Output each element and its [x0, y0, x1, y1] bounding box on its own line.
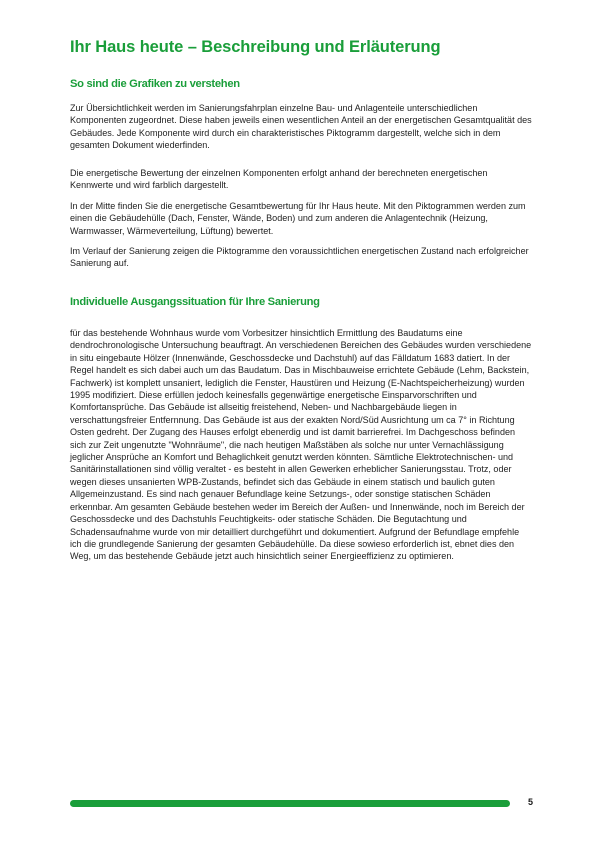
paragraph-overall-rating: In der Mitte finden Sie die energetische Gesamtbewertung für Ihr Haus heute. Mit den Piktogrammen werden zum einen die Gebäudehülle (Dach, Fenster, Wände, Boden) und zum anderen die Anlagentechnik (Heizung, Warmwasser, Wärmeverteilung, Lüftung) bewertet. [70, 201, 526, 236]
section-heading-graphics: So sind die Grafiken zu verstehen [70, 78, 240, 90]
section-heading-initial-situation: Individuelle Ausgangssituation für Ihre Sanierung [70, 296, 320, 308]
paragraph-rating: Die energetische Bewertung der einzelnen Komponenten erfolgt anhand der berechneten energetischen Kennwerte und wird farblich dargestellt. [70, 168, 488, 191]
paragraph-overview: Zur Übersichtlichkeit werden im Sanierungsfahrplan einzelne Bau- und Anlagenteile unterschiedlichen Komponenten zugeordnet. Diese haben jeweils einen wesentlichen Anteil an der energetischen Gesamtqualität des Gebäudes. Jede Komponente wird durch ein charakteristisches Piktogramm dargestellt, welche sich in dem gesamten Dokument wiederfinden. [70, 103, 532, 151]
page-number: 5 [528, 797, 534, 807]
footer-bar [70, 800, 510, 807]
paragraph-renovation-progress: Im Verlauf der Sanierung zeigen die Piktogramme den voraussichtlichen energetischen Zustand nach erfolgreicher Sanierung auf. [70, 246, 529, 269]
paragraph-initial-situation: für das bestehende Wohnhaus wurde vom Vorbesitzer hinsichtlich Ermittlung des Baudatums eine dendrochronologische Untersuchung beauftragt. An verschiedenen Bereichen des Gebäudes wurden verschiedene in situ eingebaute Hölzer (Innenwände, Geschossdecke und Dachstuhl) auf das Fälldatum 1683 datiert. In der Regel handelt es sich dabei auch um das Baudatum. Das in Mischbauweise errichtete Gebäude (Lehm, Backstein, Fachwerk) ist komplett unsaniert, lediglich die Fenster, Haustüren und Heizung (E-Nachtspeicherheizung) wurden 1995 modifiziert. Diese erfüllen jedoch keinesfalls gegenwärtige energetische Einsparvorschriften und Komfortansprüche. Das Gebäude ist allseitig freistehend, Neben- und Nachbargebäude liegen in verschattungsfreier Entfernnung. Das Gebäude ist aus der exakten Nord/Süd Ausrichtung um ca 7° in Richtung Osten gedreht. Der Zugang des Hauses erfolgt ebenerdig und ist damit barrierefrei. Im Dachgeschoss befinden sich zur Zeit ungenutzte "Wohnräume", die nach heutigen Maßstäben als solche nur unter Vernachlässigung jeglicher Ansprüche an Komfort und Behaglichkeit genutzt werden könnten. Sämtliche Elektrotechnischen- und Sanitärinstallationen sind völlig veraltet - es besteht in allen Gewerken erheblicher Sanierungsstau. Trotz, oder wegen dieses unsanierten WPB-Zustands, befindet sich das Gebäude in einem statisch und baulich guten Allgemeinzustand. Es sind nach genauer Befundlage keine Setzungs-, oder sonstige statischen Schäden erkennbar. Am gesamten Gebäude bestehen weder im Bereich der Außen- und Innenwände, noch im Bereich der Geschossdecke und des Dachstuhls Feuchtigkeits- oder statische Schäden. Die Begutachtung und Schadensaufnahme wurde von mir detailliert durchgeführt und dokumentiert. Aufgrund der Befundlage empfehle ich die grundlegende Sanierung der gesamten Gebäudehülle. Da diese sowieso erforderlich ist, ebnet dies den Weg, um das bestehende Gebäude jetzt auch hinsichtlich seiner Energieeffizienz zu optimieren. [70, 328, 532, 562]
page-title: Ihr Haus heute – Beschreibung und Erläuterung [70, 38, 441, 56]
